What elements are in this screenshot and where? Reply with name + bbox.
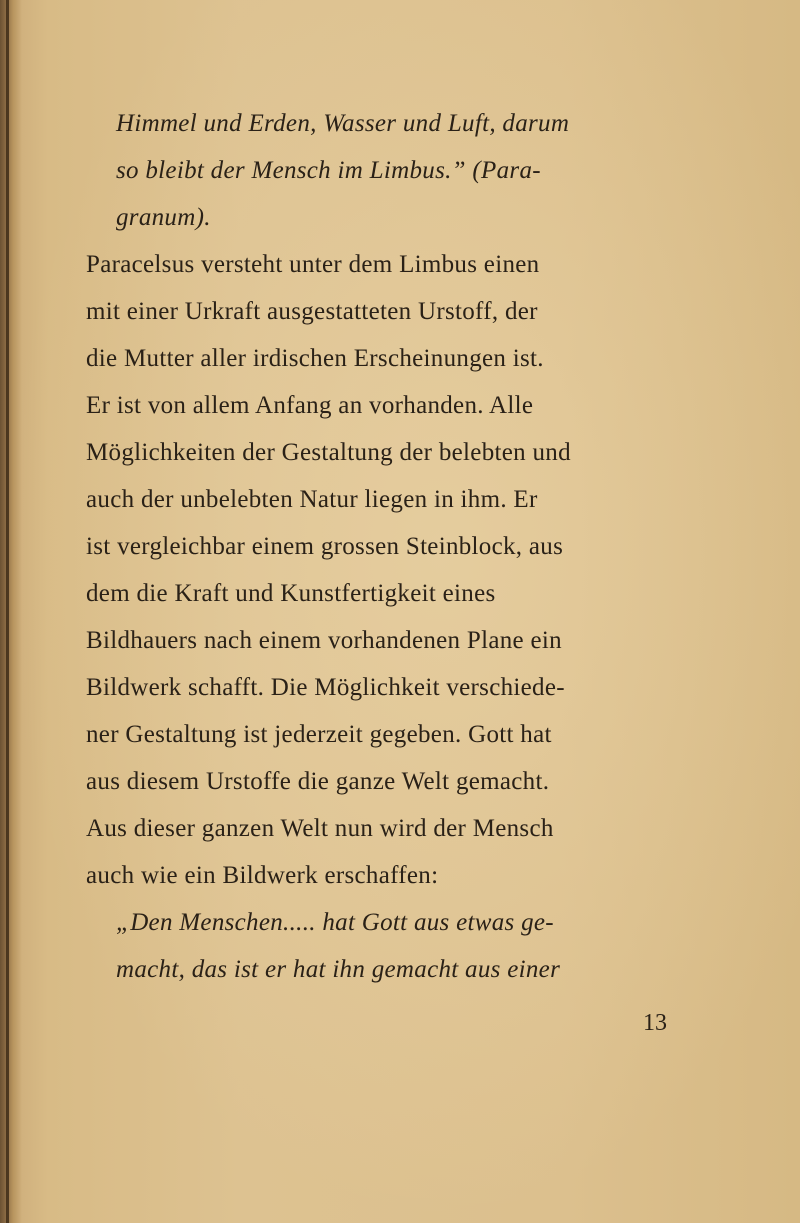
text-line-1: Himmel und Erden, Wasser und Luft, darum <box>116 110 570 137</box>
text-line-19: macht, das ist er hat ihn gemacht aus einer <box>116 956 561 983</box>
text-line-12: Bildhauers nach einem vorhandenen Plane ein <box>86 627 562 654</box>
text-line-9: auch der unbelebten Natur liegen in ihm. Er <box>86 486 538 513</box>
text-line-5: mit einer Urkraft ausgestatteten Urstoff, der <box>86 298 538 325</box>
text-line-18: „Den Menschen..... hat Gott aus etwas ge- <box>116 909 554 936</box>
page-text <box>86 100 686 993</box>
book-binding-edge <box>0 0 22 1223</box>
text-line-2: so bleibt der Mensch im Limbus.” (Para- <box>116 157 541 184</box>
text-line-16: Aus dieser ganzen Welt nun wird der Mensch <box>86 815 554 842</box>
text-line-13: Bildwerk schafft. Die Möglichkeit verschiede- <box>86 674 565 701</box>
text-line-4: Paracelsus versteht unter dem Limbus einen <box>86 251 540 278</box>
text-line-8: Möglichkeiten der Gestaltung der belebten und <box>86 439 571 466</box>
text-line-11: dem die Kraft und Kunstfertigkeit eines <box>86 580 496 607</box>
page-number: 13 <box>643 1010 667 1036</box>
text-line-15: aus diesem Urstoffe die ganze Welt gemacht. <box>86 768 550 795</box>
text-line-7: Er ist von allem Anfang an vorhanden. Alle <box>86 392 534 419</box>
book-binding-line <box>6 0 9 1223</box>
text-line-6: die Mutter aller irdischen Erscheinungen ist. <box>86 345 544 372</box>
text-line-3: granum). <box>116 204 211 231</box>
text-line-10: ist vergleichbar einem grossen Steinblock, aus <box>86 533 564 560</box>
text-line-17: auch wie ein Bildwerk erschaffen: <box>86 862 439 889</box>
text-line-14: ner Gestaltung ist jederzeit gegeben. Gott hat <box>86 721 552 748</box>
